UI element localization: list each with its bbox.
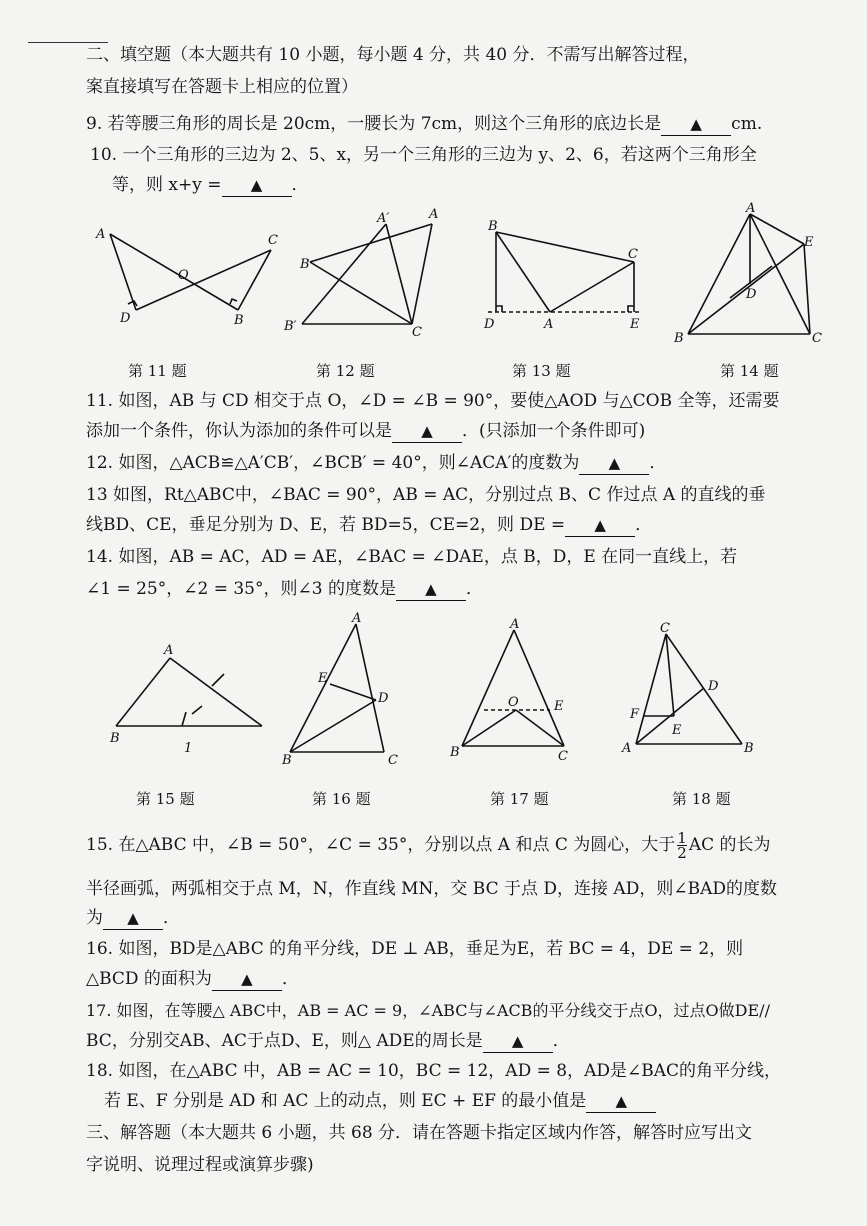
f12-seg xyxy=(302,224,386,324)
section3-line2: 字说明、说理过程或演算步骤) xyxy=(86,1155,314,1175)
f17-label: A xyxy=(510,617,520,632)
q14-line2: ∠1 = 25°，∠2 = 35°，则∠3 的度数是 ▲ ． xyxy=(86,579,483,599)
figure-13 xyxy=(478,210,648,340)
q16-line2: △BCD 的面积为 ▲ ． xyxy=(86,969,299,989)
f18-seg-ce xyxy=(666,634,674,716)
q11-line2 xyxy=(86,420,645,443)
f18-label: E xyxy=(672,723,682,738)
f12-label: C xyxy=(412,325,422,340)
figure-15 xyxy=(100,630,280,760)
q15-line2: 半径画弧，两弧相交于点 M，N，作直线 MN，交 BC 于点 D，连接 AD，则∠BAD的度数 xyxy=(86,879,777,899)
caption-q17: 第 17 题 xyxy=(490,790,549,808)
f14-label: C xyxy=(812,331,822,346)
q13-blank xyxy=(565,514,635,537)
answer-triangle-icon: ▲ xyxy=(425,580,437,598)
answer-triangle-icon: ▲ xyxy=(511,1032,524,1050)
section3-line1: 三、解答题（本大题共 6 小题，共 68 分．请在答题卡指定区域内作答，解答时应写出文 xyxy=(86,1123,753,1143)
q15-line1 xyxy=(86,830,771,860)
f13-label: A xyxy=(544,317,554,332)
q16-blank xyxy=(212,968,282,991)
q12-text: 12. 如图，△ACB≌△A′CB′，∠BCB′ = 40°，则∠ACA′的度数为 xyxy=(86,453,580,473)
q12-blank xyxy=(579,452,649,475)
caption-q11: 第 11 题 xyxy=(128,362,187,380)
f15-label: 1 xyxy=(184,741,193,756)
q17-blank xyxy=(483,1030,553,1053)
figure-14 xyxy=(668,200,838,348)
q10-line1: 10. 一个三角形的三边为 2、5、x，另一个三角形的三边为 y、2、6，若这两个三角形全 xyxy=(90,145,757,165)
q14-blank xyxy=(396,578,466,601)
f15-seg-ac xyxy=(170,658,262,726)
f11-right-angle-d xyxy=(128,301,137,306)
q9-unit: cm. xyxy=(731,114,763,134)
f13-right-angle-d xyxy=(496,306,502,312)
figure-18 xyxy=(618,612,768,762)
f11-label: A xyxy=(96,227,106,242)
f17-label: O xyxy=(508,695,519,710)
f15-seg-ab xyxy=(116,658,170,726)
f15-label: B xyxy=(110,731,120,746)
q11-text: 添加一个条件，你认为添加的条件可以是 xyxy=(86,421,392,441)
f11-label: B xyxy=(234,313,244,328)
f16-seg-ac xyxy=(356,624,384,752)
q10-line2: 等，则 x+y = ▲ ． xyxy=(112,175,309,195)
q15-fraction xyxy=(677,831,687,860)
q10-blank xyxy=(222,174,292,197)
q18-blank xyxy=(586,1090,656,1113)
f12-seg xyxy=(412,224,432,324)
f17-label: C xyxy=(558,749,568,762)
q17-line1: 17. 如图，在等腰△ ABC中，AB = AC = 9，∠ABC与∠ACB的平分线交于点O，过点O做DE// xyxy=(86,1001,770,1020)
answer-triangle-icon: ▲ xyxy=(690,115,702,133)
q13-line2: 线BD、CE，垂足分别为 D、E，若 BD=5，CE=2，则 DE = ▲ ． xyxy=(86,515,653,535)
f12-seg xyxy=(310,262,412,324)
f18-label: D xyxy=(708,679,719,694)
answer-triangle-icon: ▲ xyxy=(615,1092,628,1110)
f14-label: D xyxy=(746,287,757,302)
top-rule xyxy=(28,42,108,43)
answer-triangle-icon: ▲ xyxy=(127,909,139,927)
q14-text: ∠1 = 25°，∠2 = 35°，则∠3 的度数是 xyxy=(86,579,396,599)
f12-seg xyxy=(386,224,412,324)
f13-label: B xyxy=(488,219,498,234)
q15-blank xyxy=(103,907,163,930)
f13-right-angle-e xyxy=(628,306,634,312)
f18-seg-ac xyxy=(636,634,666,744)
f18-label: C xyxy=(660,621,670,636)
f16-label: E xyxy=(318,671,328,686)
caption-q12: 第 12 题 xyxy=(316,362,375,380)
q15-line3: 为 ▲ ． xyxy=(86,908,180,928)
f16-label: B xyxy=(282,753,292,768)
f18-label: F xyxy=(630,707,640,722)
figure-11 xyxy=(86,200,286,330)
figure-17 xyxy=(444,612,594,762)
answer-triangle-icon: ▲ xyxy=(594,516,606,534)
f11-label: O xyxy=(178,268,189,283)
caption-q16: 第 16 题 xyxy=(312,790,371,808)
q15-text-a: 15. 在△ABC 中，∠B = 50°，∠C = 35°，分别以点 A 和点 C 为圆心，大于 xyxy=(86,835,676,855)
q17-line2: BC，分别交AB、AC于点D、E，则△ ADE的周长是 ▲ ． xyxy=(86,1031,570,1051)
section2-line2: 案直接填写在答题卡上相应的位置） xyxy=(86,77,358,97)
f14-label: A xyxy=(746,201,756,216)
f15-label: A xyxy=(164,643,174,658)
f16-label: C xyxy=(388,753,398,768)
f11-seg-ab xyxy=(110,234,238,310)
figure-16 xyxy=(280,608,420,768)
f12-label: B xyxy=(300,257,310,272)
caption-q18: 第 18 题 xyxy=(672,790,731,808)
f13-label: E xyxy=(630,317,640,332)
q11-line1: 11. 如图，AB 与 CD 相交于点 O，∠D = ∠B = 90°，要使△AOD 与△COB 全等，还需要 xyxy=(86,391,780,411)
caption-q15: 第 15 题 xyxy=(136,790,195,808)
f13-label: C xyxy=(628,247,638,262)
caption-q14: 第 14 题 xyxy=(720,362,779,380)
q9 xyxy=(86,113,762,136)
f18-label: A xyxy=(622,741,632,756)
f12-label: A xyxy=(429,207,439,222)
f11-seg-cb xyxy=(238,250,271,310)
q13-text: 线BD、CE，垂足分别为 D、E，若 BD=5，CE=2，则 DE = xyxy=(86,515,566,535)
q11-blank xyxy=(392,420,462,443)
f14-label: E xyxy=(804,235,814,250)
q11-tail: ．(只添加一个条件即可) xyxy=(462,421,646,441)
q16-line1: 16. 如图，BD是△ABC 的角平分线，DE ⊥ AB，垂足为E，若 BC = 4，DE = 2，则 xyxy=(86,939,744,959)
q18-line1: 18. 如图，在△ABC 中，AB = AC = 10，BC = 12，AD = 8，AD是∠BAC的角平分线， xyxy=(86,1061,781,1081)
f16-label: D xyxy=(378,691,389,706)
caption-q13: 第 13 题 xyxy=(512,362,571,380)
q16-text: △BCD 的面积为 xyxy=(86,969,212,989)
f11-seg-ad xyxy=(110,234,136,310)
f18-label: B xyxy=(744,741,754,756)
answer-triangle-icon: ▲ xyxy=(421,422,433,440)
f14-seg-ec xyxy=(804,244,810,334)
q14-line1: 14. 如图，AB = AC，AD = AE，∠BAC = ∠DAE，点 B，D，E 在同一直线上，若 xyxy=(86,547,738,567)
f13-seg-ba xyxy=(496,232,550,312)
f14-seg-ab xyxy=(688,214,750,334)
q12: 12. 如图，△ACB≌△A′CB′，∠BCB′ = 40°，则∠ACA′的度数为 ▲ ． xyxy=(86,453,667,473)
f16-label: A xyxy=(352,611,362,626)
f13-seg-ac xyxy=(550,262,634,312)
q17-text: BC，分别交AB、AC于点D、E，则△ ADE的周长是 xyxy=(86,1031,483,1051)
section2-line1: 二、填空题（本大题共有 10 小题，每小题 4 分，共 40 分．不需写出解答过程， xyxy=(86,45,700,65)
f14-seg-ac xyxy=(750,214,810,334)
answer-triangle-icon: ▲ xyxy=(241,970,253,988)
q18-line2 xyxy=(104,1090,656,1113)
answer-triangle-icon: ▲ xyxy=(608,454,621,472)
f15-arc-mark xyxy=(192,706,202,714)
f17-label: B xyxy=(450,745,460,760)
figure-12 xyxy=(282,200,462,340)
f15-arc-mark xyxy=(212,674,224,686)
f17-label: E xyxy=(554,699,564,714)
f11-label: D xyxy=(120,311,131,326)
f11-right-angle-b xyxy=(230,299,237,304)
q18-text: 若 E、F 分别是 AD 和 AC 上的动点，则 EC + EF 的最小值是 xyxy=(104,1091,587,1111)
q13-line1: 13 如图，Rt△ABC中，∠BAC = 90°，AB = AC，分别过点 B、C 作过点 A 的直线的垂 xyxy=(86,485,766,505)
f13-label: D xyxy=(484,317,495,332)
f14-label: B xyxy=(674,331,684,346)
f13-seg-bc xyxy=(496,232,634,262)
q10-text: 等，则 x+y = xyxy=(112,175,222,195)
f12-label: B′ xyxy=(284,319,297,334)
f11-seg-dc xyxy=(136,250,271,310)
f12-label: A′ xyxy=(377,211,390,226)
f17-seg-ac xyxy=(514,630,564,746)
f11-label: C xyxy=(268,233,278,248)
answer-triangle-icon: ▲ xyxy=(250,176,263,194)
q15-text-c: 为 xyxy=(86,908,103,928)
f15-arc-mark xyxy=(182,712,186,726)
q15-text-b: AC 的长为 xyxy=(688,835,771,855)
q15-frac-num: 1 xyxy=(677,829,687,847)
q15-frac-den: 2 xyxy=(677,844,687,862)
q9-text: 9. 若等腰三角形的周长是 20cm，一腰长为 7cm，则这个三角形的底边长是 xyxy=(86,114,662,134)
q9-blank xyxy=(661,113,731,136)
